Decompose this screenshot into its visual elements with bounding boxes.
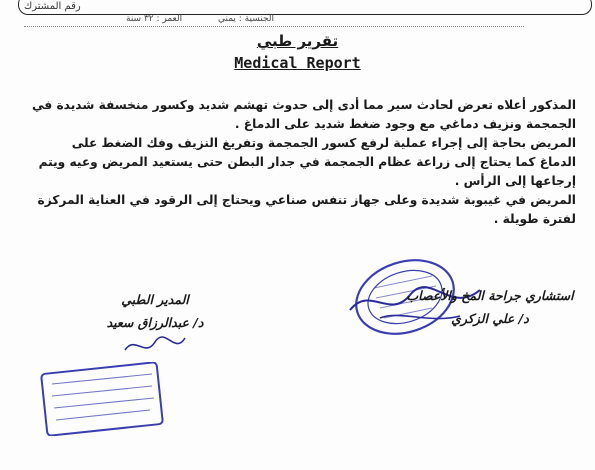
title-english: Medical Report xyxy=(234,54,361,72)
signature-block-right xyxy=(390,288,590,326)
signature-left-name: د/ عبدالرزاق سعيد xyxy=(106,315,204,330)
report-body xyxy=(18,96,576,229)
signature-right-name: د/ علي الزكري xyxy=(451,311,529,326)
header-frame xyxy=(18,0,592,15)
header-dotted-rule xyxy=(24,26,524,27)
title-arabic: تقرير طبي xyxy=(256,32,339,50)
body-line-6: المريض في غيبوبة شديدة وعلى جهاز تنفس صناعي ويحتاج إلى الرقود في العناية المركزة xyxy=(37,193,576,207)
signature-right-title: استشاري جراحة المخ والأعصاب xyxy=(406,288,574,303)
body-line-7: لفترة طويلة . xyxy=(493,212,576,226)
body-line-4: الدماغ كما يحتاج إلى زراعة عظام الجمجمة في جدار البطن حتى يستعيد المريض وعيه ويتم xyxy=(38,155,576,169)
hospital-stamp-left xyxy=(38,362,166,436)
header-subscriber-label: رقم المشترك xyxy=(24,1,81,12)
body-line-2: الجمجمة ونزيف دماغي مع وجود ضغط شديد على الدماغ . xyxy=(234,117,576,131)
handwritten-date xyxy=(120,330,190,360)
body-line-5: إرجاعها إلى الرأس . xyxy=(454,174,576,188)
signature-block-left xyxy=(80,292,230,330)
signature-left-title: المدير الطبي xyxy=(121,292,189,307)
body-line-1: المذكور أعلاه تعرض لحادث سير مما أدى إلى حدوث تهشم شديد وكسور منخسفة شديدة في xyxy=(31,98,576,112)
header-age: العمر : ٣٢ سنة xyxy=(126,14,183,24)
header-nationality: الجنسية : يمني xyxy=(218,14,275,24)
body-line-3: المريض بحاجة إلى إجراء عملية لرفع كسور الجمجمة وتفريغ النزيف وفك الضغط على xyxy=(71,136,576,150)
